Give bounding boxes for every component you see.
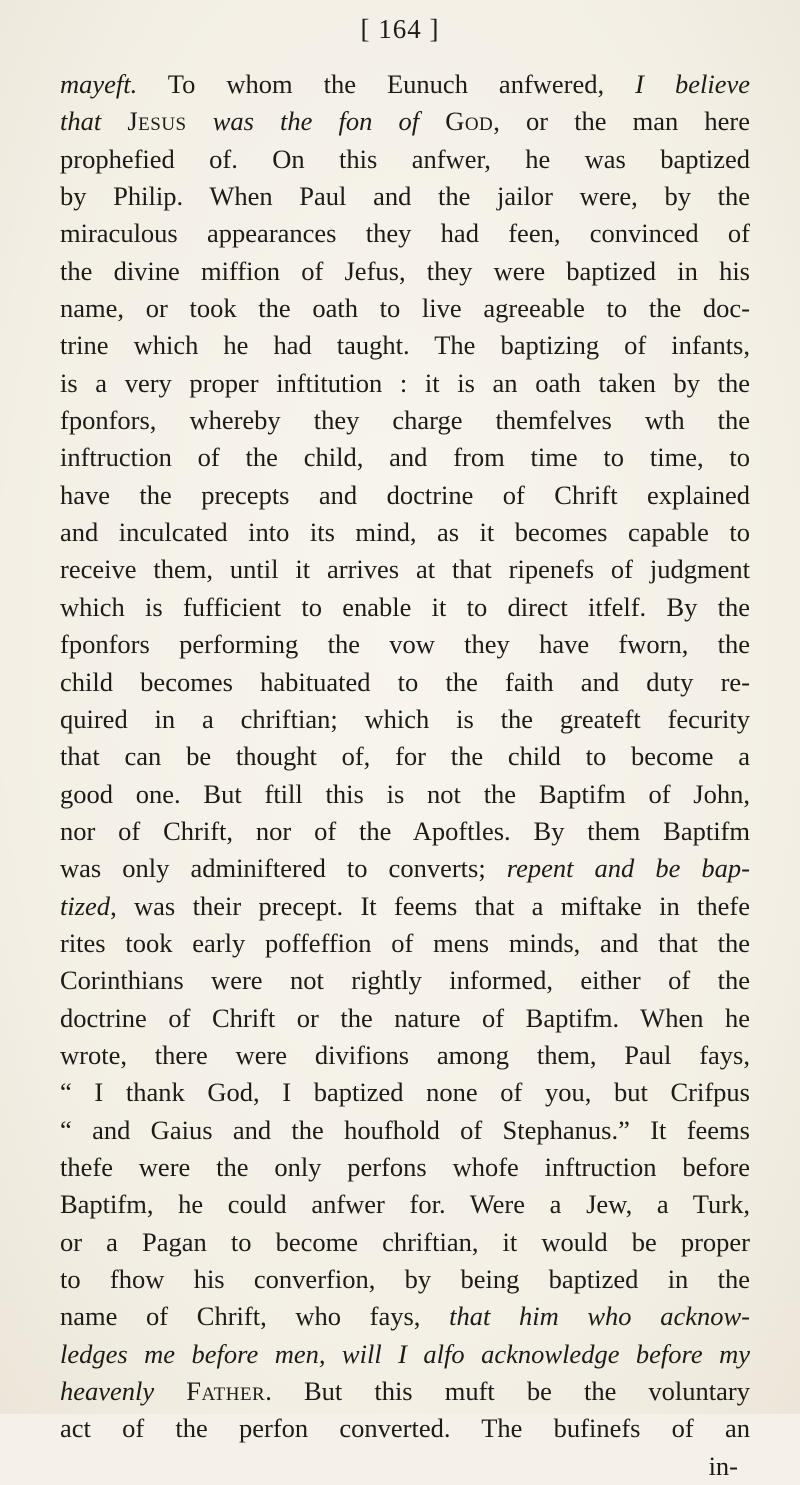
text-line: [60, 1149, 750, 1186]
italic-segment: heavenly: [60, 1376, 155, 1407]
text-line: [60, 1112, 750, 1149]
text-segment: that can be thought of, for the child to become a: [60, 741, 750, 772]
text-segment: name, or took the oath to live agreeable to the doc-: [60, 293, 750, 324]
text-line: [60, 66, 750, 103]
text-segment: the divine miffion of Jefus, they were baptized in his: [60, 255, 750, 286]
text-segment: Baptifm, he could anfwer for. Were a Jew, a Turk,: [60, 1189, 750, 1220]
text-segment: doctrine of Chrift or the nature of Baptifm. When he: [60, 1002, 750, 1033]
text-line: [60, 439, 750, 476]
text-line: [60, 701, 750, 738]
text-segment: wrote, there were divifions among them, Paul fays,: [60, 1039, 750, 1070]
text-segment: by Philip. When Paul and the jailor were, by the: [60, 181, 750, 212]
text-segment: act of the perfon converted. The bufinefs of an: [60, 1413, 750, 1444]
italic-segment: was the fon of: [186, 106, 446, 137]
text-line: [60, 551, 750, 588]
text-segment: receive them, until it arrives at that ripenefs of judgment: [60, 554, 750, 585]
text-segment: trine which he had taught. The baptizing of infants,: [60, 330, 750, 361]
text-segment: was only adminiftered to converts;: [60, 853, 507, 884]
text-segment: which is fufficient to enable it to direct itfelf. By the: [60, 591, 750, 622]
text-segment: have the precepts and doctrine of Chrift explained: [60, 479, 750, 510]
open-bracket: [: [360, 14, 371, 44]
text-segment: [154, 1376, 186, 1406]
italic-segment: mayeft.: [60, 69, 138, 99]
text-segment: or a Pagan to become chriftian, it would be proper: [60, 1226, 750, 1257]
text-line: [60, 1224, 750, 1261]
text-segment: miraculous appearances they had feen, convinced of: [60, 218, 750, 249]
text-line: [60, 813, 750, 850]
text-line: [60, 402, 750, 439]
text-segment: , was their precept. It feems that a miftake in thefe: [110, 890, 750, 921]
small-caps-word: Father: [186, 1376, 266, 1407]
small-caps-word: God: [445, 106, 494, 137]
text-segment: prophefied of. On this anfwer, he was baptized: [60, 143, 750, 174]
text-line: [60, 290, 750, 327]
italic-segment: I believe: [635, 69, 750, 99]
text-segment: thefe were the only perfons whofe inftruction before: [60, 1151, 750, 1182]
text-line: [60, 664, 750, 701]
text-line: [60, 776, 750, 813]
text-line: [60, 1448, 750, 1485]
text-line: [60, 215, 750, 252]
text-line: [60, 477, 750, 514]
text-segment: . But this muft be the voluntary: [265, 1376, 750, 1407]
text-line: [60, 888, 750, 925]
text-segment: Corinthians were not rightly informed, either of the: [60, 965, 750, 996]
text-segment: child becomes habituated to the faith and duty re-: [60, 666, 750, 697]
text-line: [60, 1336, 750, 1373]
text-segment: fponfors, whereby they charge themfelves wth the: [60, 405, 750, 436]
italic-segment: ledges me before men, will I alfo acknowledge before my: [60, 1338, 750, 1369]
text-line: [60, 327, 750, 364]
text-segment: quired in a chriftian; which is the greateft fecurity: [60, 703, 750, 734]
text-line: [60, 253, 750, 290]
text-segment: and inculcated into its mind, as it becomes capable to: [60, 517, 750, 548]
text-segment: good one. But ftill this is not the Baptifm of John,: [60, 778, 750, 809]
text-segment: fponfors performing the vow they have fworn, the: [60, 629, 750, 660]
text-line: [60, 514, 750, 551]
text-line: [60, 1074, 750, 1111]
text-segment: nor of Chrift, nor of the Apoftles. By them Baptifm: [60, 815, 750, 846]
text-segment: “ I thank God, I baptized none of you, but Crifpus: [60, 1077, 750, 1108]
text-segment: name of Chrift, who fays,: [60, 1301, 450, 1332]
text-line: [60, 178, 750, 215]
text-segment: in-: [708, 1450, 738, 1481]
text-line: [60, 850, 750, 887]
text-line: [60, 1298, 750, 1335]
close-bracket: ]: [429, 14, 440, 44]
body-text: [60, 66, 750, 1485]
text-segment: “ and Gaius and the houfhold of Stephanus.” It feems: [60, 1114, 750, 1145]
text-line: [60, 925, 750, 962]
text-line: [60, 738, 750, 775]
text-line: [60, 1410, 750, 1447]
page-header: [0, 14, 800, 45]
italic-segment: that him who acknow-: [449, 1301, 750, 1332]
italic-segment: tized: [60, 890, 111, 921]
text-segment: inftruction of the child, and from time to time, to: [60, 442, 750, 473]
page-number: 164: [378, 14, 422, 44]
italic-segment: that: [60, 106, 128, 137]
text-segment: To whom the Eunuch anfwered,: [137, 69, 636, 99]
italic-segment: repent and be bap-: [506, 853, 750, 884]
text-line: [60, 1000, 750, 1037]
text-line: [60, 626, 750, 663]
text-line: [60, 1037, 750, 1074]
text-line: [60, 365, 750, 402]
text-line: [60, 1261, 750, 1298]
text-line: [60, 1373, 750, 1410]
text-segment: rites took early poffeffion of mens minds, and that the: [60, 927, 750, 958]
text-segment: is a very proper inftitution : it is an oath taken by the: [60, 367, 750, 398]
text-line: [60, 962, 750, 999]
text-segment: , or the man here: [493, 106, 750, 137]
text-line: [60, 103, 750, 140]
text-line: [60, 141, 750, 178]
text-segment: to fhow his converfion, by being baptized in the: [60, 1264, 750, 1294]
text-line: [60, 589, 750, 626]
text-line: [60, 1186, 750, 1223]
small-caps-word: Jesus: [127, 106, 187, 137]
